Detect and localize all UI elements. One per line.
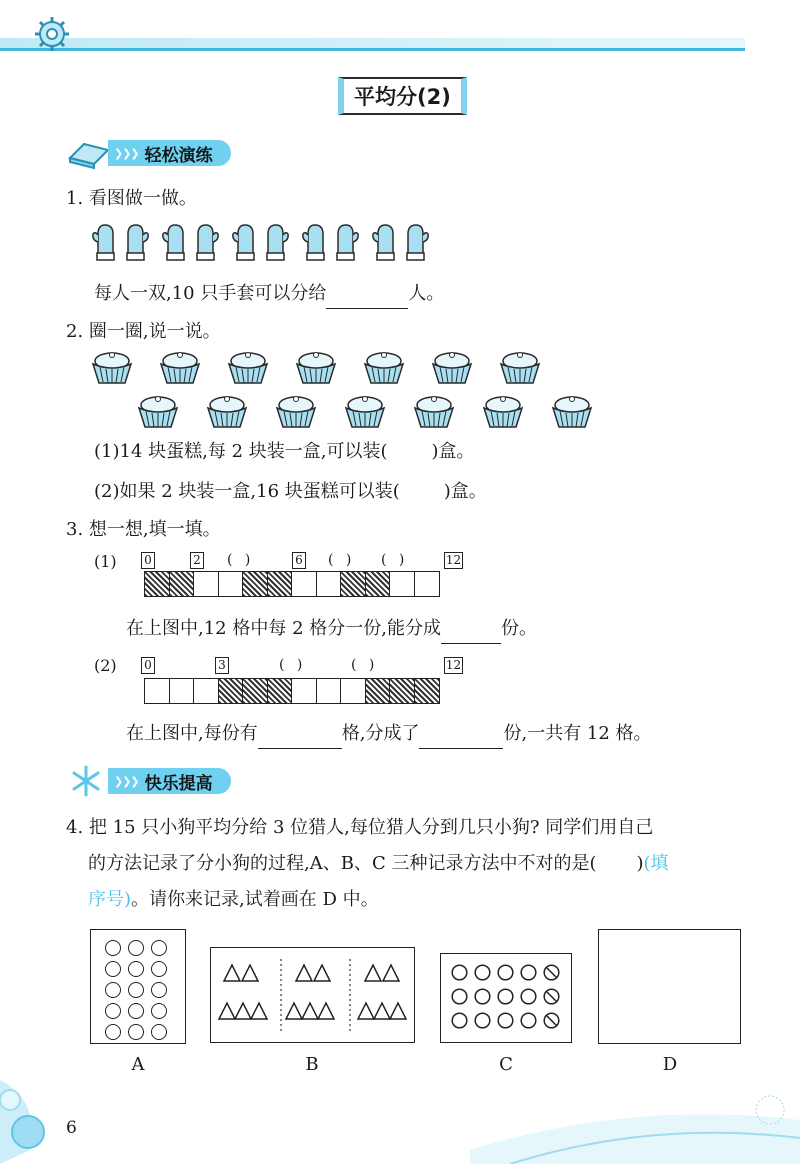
section-tag-practice bbox=[66, 138, 231, 168]
crossed-circle bbox=[543, 1012, 560, 1029]
puppy-circle bbox=[128, 940, 144, 956]
grid-label: ( ) bbox=[227, 552, 255, 568]
triangle-mark bbox=[251, 1003, 267, 1019]
puppy-circle bbox=[105, 961, 121, 977]
figure-c bbox=[440, 953, 572, 1043]
grid-cell bbox=[291, 678, 317, 704]
puppy-circle bbox=[497, 964, 514, 981]
grid-cell-shaded bbox=[267, 678, 293, 704]
cake-icon bbox=[430, 350, 474, 386]
crossed-circle bbox=[543, 964, 560, 981]
puppy-circle bbox=[451, 964, 468, 981]
q3-part2-grid bbox=[144, 678, 438, 704]
cake-icon bbox=[343, 394, 387, 430]
triangle-mark bbox=[365, 965, 381, 981]
q4-line3: 序号)。请你来记录,试着画在 D 中。 bbox=[88, 889, 379, 910]
grid-label: 0 bbox=[141, 552, 155, 569]
puppy-circle bbox=[497, 1012, 514, 1029]
q1-stem: 1. 看图做一做。 bbox=[66, 188, 197, 209]
figure-b-triangles bbox=[210, 947, 415, 1043]
mitten-icon bbox=[402, 222, 431, 262]
mitten-icon bbox=[230, 222, 259, 262]
q2-sub2: (2)如果 2 块装一盒,16 块蛋糕可以装( )盒。 bbox=[94, 481, 487, 502]
puppy-circle bbox=[474, 964, 491, 981]
caption-b: B bbox=[305, 1054, 319, 1075]
puppy-circle bbox=[474, 988, 491, 1005]
q3-stem: 3. 想一想,填一填。 bbox=[66, 519, 221, 540]
puppy-circle bbox=[497, 988, 514, 1005]
cake-icon bbox=[274, 394, 318, 430]
puppy-circle bbox=[128, 1003, 144, 1019]
puppy-circle bbox=[451, 1012, 468, 1029]
grid-cell bbox=[193, 678, 219, 704]
puppy-circle bbox=[105, 940, 121, 956]
puppy-circle bbox=[151, 940, 167, 956]
cake-icon bbox=[226, 350, 270, 386]
section-label: 轻松演练 bbox=[144, 145, 213, 166]
floral-decoration bbox=[0, 1040, 110, 1164]
cake-icon bbox=[205, 394, 249, 430]
grid-label: 2 bbox=[190, 552, 204, 569]
puppy-circle bbox=[520, 964, 537, 981]
grid-cell bbox=[340, 678, 366, 704]
mitten-icon bbox=[90, 222, 119, 262]
puppy-circle bbox=[520, 988, 537, 1005]
grid-label: ( ) bbox=[279, 657, 307, 673]
mitten-icon bbox=[332, 222, 361, 262]
grid-label: 3 bbox=[215, 657, 229, 674]
q2-stem: 2. 圈一圈,说一说。 bbox=[66, 321, 221, 342]
q4-line2: 的方法记录了分小狗的过程,A、B、C 三种记录方法中不对的是( )(填 bbox=[88, 853, 669, 874]
puppy-circle bbox=[474, 1012, 491, 1029]
wave-decoration bbox=[470, 1080, 800, 1164]
grid-cell-shaded bbox=[340, 571, 366, 597]
caption-a: A bbox=[131, 1054, 145, 1075]
figure-b bbox=[210, 947, 415, 1043]
cake-row-2 bbox=[136, 394, 594, 430]
q3-part1-num: (1) bbox=[94, 552, 117, 571]
cake-row-1 bbox=[90, 350, 542, 386]
cake-icon bbox=[158, 350, 202, 386]
puppy-circle bbox=[451, 988, 468, 1005]
grid-cell bbox=[414, 571, 440, 597]
mitten-icon bbox=[122, 222, 151, 262]
crossed-circle bbox=[543, 988, 560, 1005]
grid-cell-shaded bbox=[242, 571, 268, 597]
grid-cell-shaded bbox=[144, 571, 170, 597]
grid-cell-shaded bbox=[169, 571, 195, 597]
cake-icon bbox=[498, 350, 542, 386]
section-label: 快乐提高 bbox=[144, 773, 213, 794]
grid-cell bbox=[389, 571, 415, 597]
eraser-icon bbox=[66, 136, 112, 170]
mitten-icon bbox=[192, 222, 221, 262]
q4-line1: 4. 把 15 只小狗平均分给 3 位猎人,每位猎人分到几只小狗? 同学们用自己 bbox=[66, 817, 654, 838]
q3-part2-labels bbox=[141, 657, 461, 677]
figure-d-empty[interactable] bbox=[598, 929, 741, 1044]
cake-icon bbox=[90, 350, 134, 386]
q3-part2-num: (2) bbox=[94, 656, 117, 675]
triangle-mark bbox=[390, 1003, 406, 1019]
triangle-mark bbox=[296, 965, 312, 981]
puppy-circle bbox=[128, 1024, 144, 1040]
mitten-icon bbox=[300, 222, 329, 262]
q3-part1-grid bbox=[144, 571, 438, 597]
puppy-circle bbox=[151, 1024, 167, 1040]
figure-a bbox=[90, 929, 186, 1044]
q1-answer-line: 每人一双,10 只手套可以分给 人。 bbox=[94, 280, 444, 309]
grid-cell-shaded bbox=[242, 678, 268, 704]
triangle-mark bbox=[358, 1003, 374, 1019]
grid-label: 6 bbox=[292, 552, 306, 569]
grid-cell-shaded bbox=[365, 678, 391, 704]
section-tag-improve bbox=[66, 766, 231, 796]
grid-cell-shaded bbox=[365, 571, 391, 597]
grid-cell bbox=[193, 571, 219, 597]
q3-part2-blank-a[interactable] bbox=[258, 720, 342, 749]
cake-icon bbox=[412, 394, 456, 430]
grid-label: 0 bbox=[141, 657, 155, 674]
mitten-row bbox=[90, 222, 431, 262]
cake-icon bbox=[481, 394, 525, 430]
grid-cell-shaded bbox=[267, 571, 293, 597]
page-number: 6 bbox=[66, 1118, 77, 1138]
puppy-circle bbox=[151, 961, 167, 977]
puppy-circle bbox=[105, 1003, 121, 1019]
cake-icon bbox=[362, 350, 406, 386]
puppy-circle bbox=[128, 982, 144, 998]
q1-blank[interactable] bbox=[326, 280, 408, 309]
caption-c: C bbox=[499, 1054, 513, 1075]
puppy-circle bbox=[105, 1024, 121, 1040]
puppy-circle bbox=[151, 982, 167, 998]
grid-label: 12 bbox=[445, 658, 462, 672]
q2-sub1: (1)14 块蛋糕,每 2 块装一盒,可以装( )盒。 bbox=[94, 441, 475, 462]
cake-icon bbox=[550, 394, 594, 430]
triangle-mark bbox=[314, 965, 330, 981]
snowflake-icon bbox=[66, 764, 106, 798]
q3-part2-line: 在上图中,每份有 格,分成了 份,一共有 12 格。 bbox=[126, 720, 652, 749]
gear-icon bbox=[30, 14, 74, 54]
puppy-circle bbox=[105, 982, 121, 998]
q3-part1-labels bbox=[141, 552, 461, 572]
grid-cell-shaded bbox=[414, 678, 440, 704]
grid-cell bbox=[316, 571, 342, 597]
q3-part2-blank-b[interactable] bbox=[419, 720, 503, 749]
triangle-mark bbox=[318, 1003, 334, 1019]
grid-label: 12 bbox=[445, 553, 462, 567]
triangle-mark bbox=[235, 1003, 251, 1019]
triangle-mark bbox=[374, 1003, 390, 1019]
cake-icon bbox=[294, 350, 338, 386]
mitten-icon bbox=[370, 222, 399, 262]
grid-label: ( ) bbox=[351, 657, 379, 673]
grid-cell bbox=[218, 571, 244, 597]
grid-cell bbox=[316, 678, 342, 704]
q3-part1-blank[interactable] bbox=[441, 615, 501, 644]
page-title: 平均分(2) bbox=[338, 77, 467, 115]
triangle-mark bbox=[383, 965, 399, 981]
triangle-mark bbox=[302, 1003, 318, 1019]
mitten-icon bbox=[262, 222, 291, 262]
chevrons-icon: ❯❯❯ bbox=[114, 774, 139, 788]
grid-cell bbox=[169, 678, 195, 704]
grid-cell bbox=[144, 678, 170, 704]
caption-d: D bbox=[662, 1054, 678, 1075]
triangle-mark bbox=[219, 1003, 235, 1019]
cake-icon bbox=[136, 394, 180, 430]
grid-cell-shaded bbox=[389, 678, 415, 704]
grid-label: ( ) bbox=[328, 552, 356, 568]
q3-part1-line: 在上图中,12 格中每 2 格分一份,能分成 份。 bbox=[126, 615, 537, 644]
triangle-mark bbox=[242, 965, 258, 981]
grid-cell-shaded bbox=[218, 678, 244, 704]
puppy-circle bbox=[520, 1012, 537, 1029]
puppy-circle bbox=[128, 961, 144, 977]
triangle-mark bbox=[286, 1003, 302, 1019]
page-title-wrap bbox=[338, 77, 467, 115]
grid-cell bbox=[291, 571, 317, 597]
header-rule bbox=[0, 48, 745, 51]
chevrons-icon: ❯❯❯ bbox=[114, 146, 139, 160]
puppy-circle bbox=[151, 1003, 167, 1019]
triangle-mark bbox=[224, 965, 240, 981]
mitten-icon bbox=[160, 222, 189, 262]
grid-label: ( ) bbox=[381, 552, 409, 568]
